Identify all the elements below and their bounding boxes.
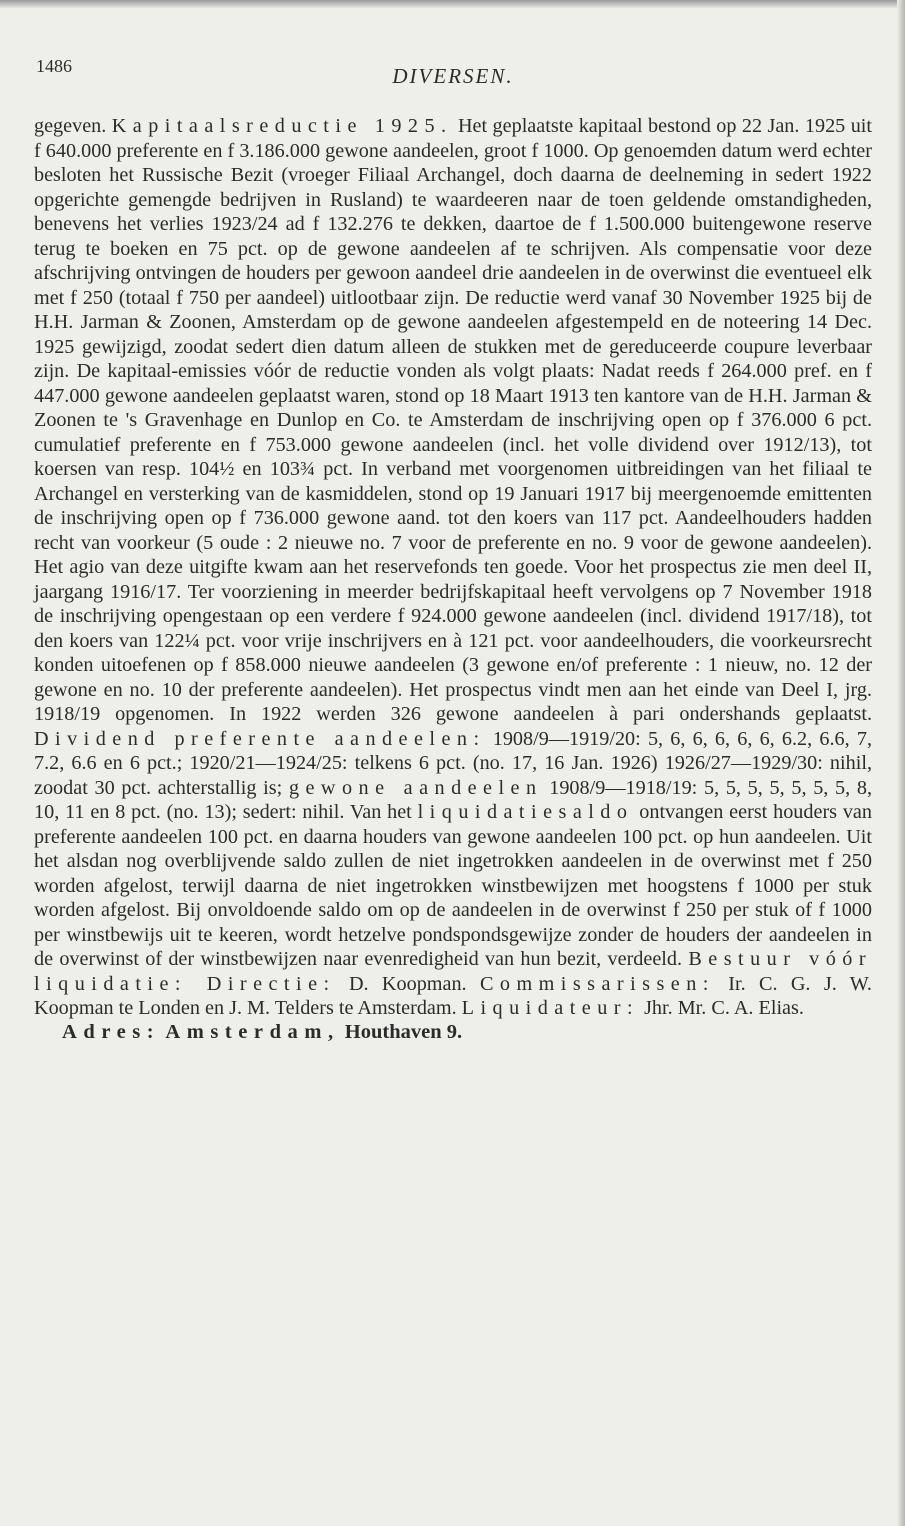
text-segment: Ir. C. G. J. W. Koopman te Londen en J. M. Telders te Amsterdam. (34, 972, 872, 1019)
body-text (34, 114, 872, 1021)
main-paragraph (34, 114, 872, 1021)
text-segment: Het geplaatste kapitaal bestond op 22 Jan. 1925 uit f 640.000 preferente en f 3.186.000 gewone aandeelen, groot f 1000. Op genoemden datum werd echter besloten het Russische Bezit (vroeger Filiaal Archangel, doch daarna de deelneming in sedert 1922 opgerichte gemengde bedrijven in Rusland) te waardeeren naar de toen geldende omstandigheden, benevens het verlies 1923/24 ad f 132.276 te dekken, daartoe de f 1.500.000 buitengewone reserve terug te boeken en 75 pct. op de gewone aandeelen af te schrijven. Als compensatie voor deze afschrijving ontvingen de houders per gewoon aandeel drie aandeelen in de overwinst die eventueel elk met f 250 (totaal f 750 per aandeel) uitlootbaar zijn. De reductie werd vanaf 30 November 1925 bij de H.H. Jarman & Zoonen, Amsterdam op de gewone aandeelen afgestempeld en de noteering 14 Dec. 1925 gewijzigd, zoodat sedert dien datum alleen de stukken met de gereduceerde coupure leverbaar zijn. De kapitaal-emissies vóór de reductie vonden als volgt plaats: Nadat reeds f 264.000 pref. en f 447.000 gewone aandeelen geplaatst waren, stond op 18 Maart 1913 ten kantore van de H.H. Jarman & Zoonen te 's Gravenhage en Dunlop en Co. te Amsterdam de inschrijving open op f 376.000 6 pct. cumulatief preferente en f 753.000 gewone aandeelen (incl. het volle dividend over 1912/13), tot koersen van resp. 104½ en 103¾ pct. In verband met voorgenomen uitbreidingen van het filiaal te Archangel en versterking van de kasmiddelen, stond op 19 Januari 1917 bij meergenoemde emittenten de inschrijving open op f 736.000 gewone aand. tot den koers van 117 pct. Aandeelhouders hadden recht van voorkeur (5 oude : 2 nieuwe no. 7 voor de preferente en no. 9 voor de gewone aandeelen). Het agio van deze uitgifte kwam aan het reservefonds ten goede. Voor het prospectus zie men deel II, jaargang 1916/17. Ter voorziening in meerder bedrijfskapitaal heeft vervolgens op 7 November 1918 de inschrijving opengestaan op een verdere f 924.000 gewone aandeelen (incl. dividend 1917/18), tot den koers van 122¼ pct. voor vrije inschrijvers en à 121 pct. voor aandeelhouders, die voorkeursrecht konden uitoefenen op f 858.000 nieuwe aandeelen (3 gewone en/of preferente : 1 nieuw, no. 12 der gewone en no. 10 der preferente aandeelen). Het prospectus vindt men aan het einde van Deel I, jrg. 1918/19 opgenomen. In 1922 werden 326 gewone aandeelen à pari ondershands geplaatst. (34, 115, 873, 725)
spaced-heading: liquidatiesaldo (417, 801, 634, 823)
text-segment: Jhr. Mr. C. A. Elias. (639, 997, 804, 1019)
page-number: 1486 (36, 56, 72, 76)
page-header (34, 52, 872, 88)
address-line (34, 1021, 872, 1044)
running-title: DIVERSEN. (392, 64, 514, 88)
spaced-heading: gewone aandeelen (288, 776, 543, 799)
text-segment: 1908/9—1918/19: 5, 5, 5, 5, 5, 5, 5, 8, 10, 11 en 8 pct. (no. 13); sedert: nihil. Van het (34, 776, 873, 823)
address-street: Houthaven 9. (344, 1020, 463, 1043)
address-city: Amsterdam, (165, 1020, 340, 1043)
spaced-heading: Dividend preferente aandeelen: (34, 727, 486, 750)
address-label: Adres: (62, 1020, 161, 1043)
text-segment: 1908/9—1919/20: 5, 6, 6, 6, 6, 6, 6.2, 6.6, 7, 7.2, 6.6 en 6 pct.; 1920/21—1924/25: telkens 6 pct. (no. 17, 16 Jan. 1926) 1926/27—1929/30: nihil, zoodat 30 pct. achterstallig is; (34, 727, 872, 799)
text-segment: ontvangen eerst houders van preferente aandeelen 100 pct. en daarna houders van gewone aandeelen 100 pct. op hun aandeelen. Uit het alsdan nog overblijvende saldo zullen de niet ingetrokken aandeelen in de overwinst met f 250 worden afgelost, terwijl daarna de niet ingetrokken winstbewijzen met hoogstens f 1000 per stuk worden afgelost. Bij onvoldoende saldo om op de aandeelen in de overwinst f 250 per stuk of f 1000 per winstbewijs uit te keeren, wordt hetzelve pondspondsgewijze zonder de houders der aandeelen in de overwinst of der winstbewijzen naar evenredigheid van hun bezit, verdeeld. (34, 801, 872, 970)
spaced-heading: Liquidateur: (461, 997, 640, 1019)
spaced-heading: Kapitaalsreductie 1925. (111, 115, 453, 137)
text-segment: gegeven. (34, 115, 112, 137)
document-page (34, 52, 872, 1044)
spaced-heading: Commissarissen: (479, 972, 715, 995)
scan-top-edge (0, 0, 905, 8)
scan-right-edge (897, 0, 905, 1526)
text-segment: D. Koopman. (335, 972, 480, 995)
spaced-heading: Bestuur vóór liquidatie: Directie: (34, 948, 873, 995)
